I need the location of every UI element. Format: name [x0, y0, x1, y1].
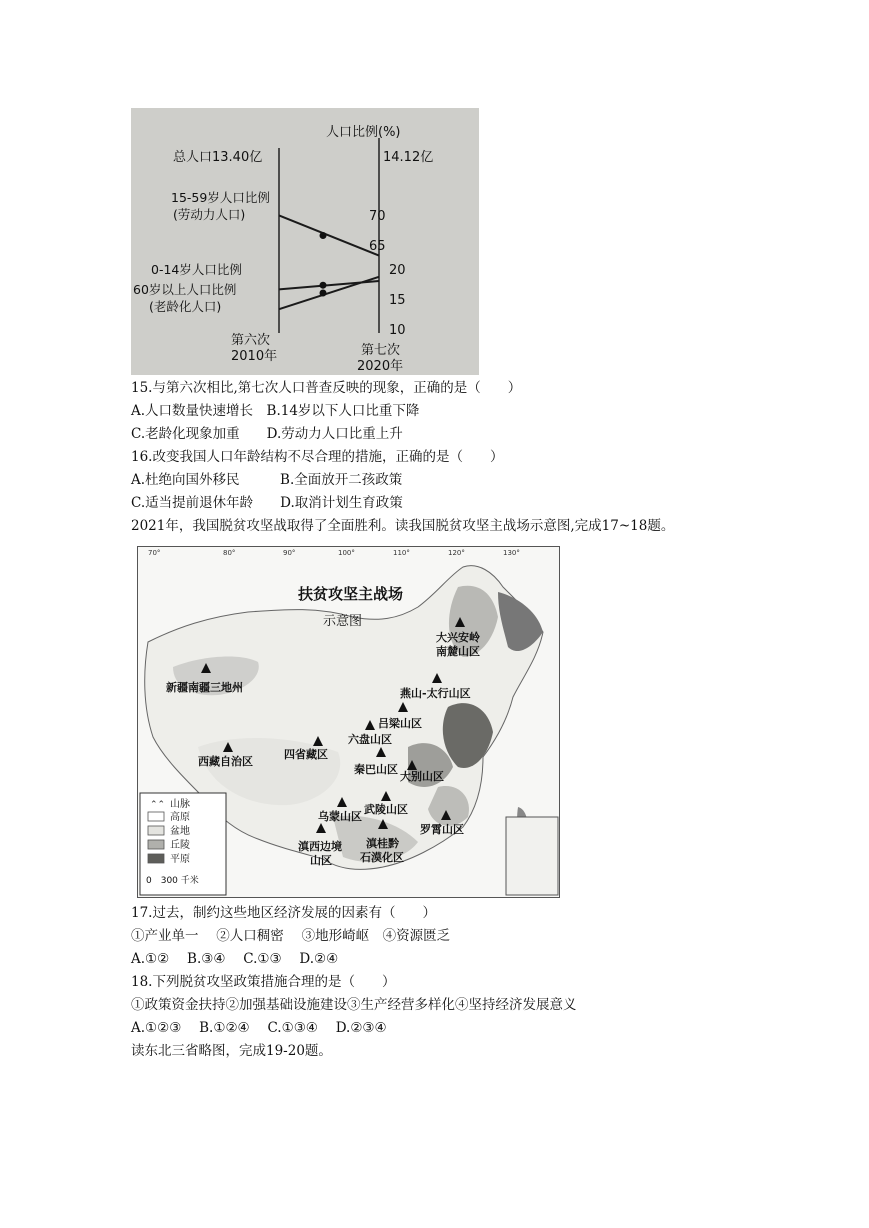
region-wumeng: 乌蒙山区 [318, 810, 362, 823]
q16-options-2: C.适当提前退休年龄 D.取消计划生育政策 [131, 495, 403, 511]
map-title-2: 示意图 [323, 614, 363, 629]
region-qinba: 秦巴山区 [354, 763, 398, 776]
lon-90: 90° [283, 549, 296, 557]
region-dianxi-1: 滇西边境 [298, 840, 342, 853]
census7-2: 2020年 [357, 359, 404, 374]
census6-1: 第六次 [231, 333, 271, 348]
label-elder-2: (老龄化人口) [149, 299, 222, 314]
legend-hills: 丘陵 [170, 840, 190, 851]
label-labor-1: 15-59岁人口比例 [171, 190, 270, 205]
legend-basin: 盆地 [170, 826, 190, 837]
region-dianguiqian-1: 滇桂黔 [366, 837, 399, 850]
tick-65: 65 [369, 239, 386, 254]
census7-1: 第七次 [361, 343, 401, 358]
total-2010: 总人口13.40亿 [173, 150, 263, 165]
tick-10: 10 [389, 323, 406, 338]
region-nanlu: 南麓山区 [436, 645, 480, 658]
q18-stem: 18.下列脱贫攻坚政策措施合理的是（ ） [131, 974, 396, 990]
tick-15: 15 [389, 293, 406, 308]
poverty-map [137, 546, 560, 898]
lon-110: 110° [393, 549, 410, 557]
legend-mountain-symbol: ⌃⌃ [150, 800, 166, 810]
region-xinjiang: 新疆南疆三地州 [166, 681, 243, 694]
q16-stem: 16.改变我国人口年龄结构不尽合理的措施，正确的是（ ） [131, 449, 504, 465]
population-chart-svg [131, 108, 479, 375]
legend-plateau: 高原 [170, 812, 190, 823]
q15-options-1: A.人口数量快速增长 B.14岁以下人口比重下降 [131, 403, 420, 419]
region-dabie: 大别山区 [400, 770, 444, 783]
census6-2: 2010年 [231, 349, 278, 364]
region-liupan: 六盘山区 [348, 733, 392, 746]
right-axis-title: 人口比例(%) [326, 125, 401, 140]
series-dot-2 [320, 290, 327, 297]
total-2020: 14.12亿 [383, 150, 434, 165]
map-legend [140, 793, 226, 895]
intro-17-18: 2021年，我国脱贫攻坚战取得了全面胜利。读我国脱贫攻坚主战场示意图,完成17~18题。 [131, 518, 675, 534]
label-labor-2: (劳动力人口) [173, 207, 246, 222]
population-chart [131, 108, 479, 375]
q18-items: ①政策资金扶持②加强基础设施建设③生产经营多样化④坚持经济发展意义 [131, 997, 577, 1013]
region-dianguiqian-2: 石漠化区 [360, 851, 404, 864]
tick-70: 70 [369, 209, 386, 224]
lon-80: 80° [223, 549, 236, 557]
lon-130: 130° [503, 549, 520, 557]
legend-mountain: 山脉 [170, 799, 190, 810]
series-dot-1 [320, 282, 327, 289]
label-elder-1: 60岁以上人口比例 [133, 282, 237, 297]
q17-stem: 17.过去，制约这些地区经济发展的因素有（ ） [131, 905, 436, 921]
region-dianxi-2: 山区 [310, 854, 332, 867]
region-lvliang: 吕梁山区 [378, 717, 422, 730]
q17-items: ①产业单一 ②人口稠密 ③地形崎岖 ④资源匮乏 [131, 928, 451, 944]
q15-options-2: C.老龄化现象加重 D.劳动力人口比重上升 [131, 426, 403, 442]
region-yanshan: 燕山-太行山区 [400, 687, 471, 700]
q15-stem: 15.与第六次相比,第七次人口普查反映的现象，正确的是（ ） [131, 380, 522, 396]
region-sisheng: 四省藏区 [284, 748, 328, 761]
poverty-map-svg [138, 547, 559, 897]
q16-options-1: A.杜绝向国外移民 B.全面放开二孩政策 [131, 472, 403, 488]
series-dot-0 [320, 232, 327, 239]
lon-100: 100° [338, 549, 355, 557]
q18-options: A.①②③ B.①②④ C.①③④ D.②③④ [131, 1020, 387, 1036]
legend-plain: 平原 [170, 854, 190, 865]
lon-120: 120° [448, 549, 465, 557]
lon-70: 70° [148, 549, 161, 557]
region-daxinganling: 大兴安岭 [436, 631, 480, 644]
region-wuling: 武陵山区 [364, 803, 408, 816]
q17-options: A.①② B.③④ C.①③ D.②④ [131, 951, 339, 967]
tick-20: 20 [389, 263, 406, 278]
region-luoxiao: 罗霄山区 [420, 823, 464, 836]
map-title-1: 扶贫攻坚主战场 [298, 585, 404, 603]
intro-19-20: 读东北三省略图，完成19-20题。 [131, 1043, 332, 1059]
region-xizang: 西藏自治区 [198, 755, 253, 768]
label-child: 0-14岁人口比例 [151, 262, 242, 277]
map-scale: 0 300 千米 [146, 876, 199, 886]
